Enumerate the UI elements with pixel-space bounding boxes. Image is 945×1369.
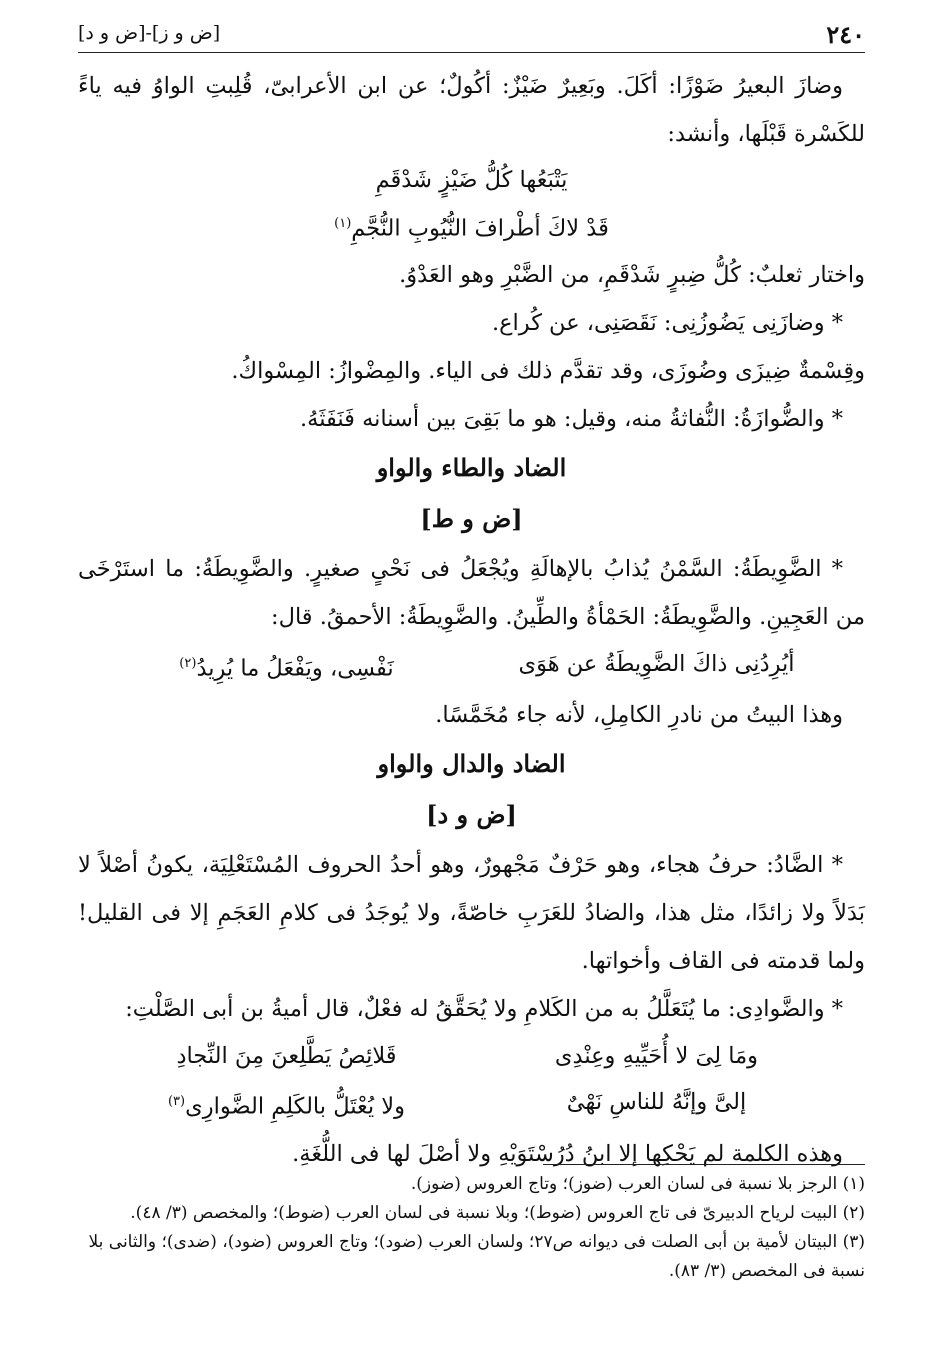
page-header: [78, 18, 865, 53]
paragraph: وضازَ البعيرُ ضَوْزًا: أكَلَ. وبَعِيرٌ ضَيْزٌ: أكُولٌ؛ عن ابن الأعرابىّ، قُلِبتِ الواوُ فيه ياءً للكَسْرة قَبْلَها، وأنشد:: [78, 73, 865, 147]
paragraph: * وضازَنِى يَضُوزُنِى: نَقَصَنِى، عن كُراع.: [491, 309, 843, 336]
paragraph: * والضُّوازَةُ: النُّفاثةُ منه، وقيل: هو ما بَقِىَ بين أسنانه فَنَفَثَهُ.: [300, 405, 843, 432]
footnote: (١) الرجز بلا نسبة فى لسان العرب (ضوز)؛ وتاج العروس (ضوز).: [410, 1174, 865, 1194]
verse-line: [78, 641, 865, 692]
footnotes: [78, 1170, 865, 1286]
root-heading: [ض و ط]: [420, 503, 523, 533]
paragraph: * الضَّادُ: حرفُ هجاء، وهو حَرْفٌ مَجْهورٌ، وهو أحدُ الحروف المُسْتَعْلِيَة، يكونُ أصْلاً لا بَدَلاً ولا زائدًا، مثل هذا، والضادُ للعَرَبِ خاصّةً، ولا يُوجَدُ فى كلامِ العَجَمِ إلا فى القليل! ولما قدمته فى القاف وأخواتها.: [78, 852, 865, 974]
footnote-ref: (٢): [179, 655, 197, 671]
verse-line: [78, 1079, 865, 1130]
main-text: [78, 62, 865, 1178]
verse-text: نَفْسِى، ويَفْعَلُ ما يُرِيدُ: [196, 655, 394, 681]
verse-line: [78, 1033, 865, 1079]
footnote-divider: [543, 1164, 865, 1165]
footnote: (٣) البيتان لأمية بن أبى الصلت فى ديوانه ص٢٧؛ ولسان العرب (ضود)؛ وتاج العروس (ضود)، (ضدى)؛ والثانى بلا نسبة فى المخصص (٣/ ٨٣).: [88, 1232, 865, 1281]
verse-text: قَدْ لاكَ أطْرافَ النُّيُوبِ النُّجَّمِ: [351, 215, 609, 242]
verse-hemistich: قَلائِصُ يَطَّلِعنَ مِنَ النِّجادِ: [176, 1043, 397, 1069]
section-heading: الضاد والطاء والواو: [376, 452, 567, 482]
verse-text: ولا يُعْتَلُّ بالكَلِمِ الضَّوارِى: [185, 1093, 406, 1120]
root-heading: [ض و د]: [426, 800, 517, 829]
verse-hemistich: ومَا لِىَ لا أُحَيِّيهِ وعِنْدِى: [554, 1043, 759, 1069]
paragraph: * الضَّوِيطَةُ: السَّمْنُ يُذابُ بالإهالَةِ ويُجْعَلُ فى نَحْىٍ صغيرٍ. والضَّوِيطَةُ: ما استَرْخَى من العَجِينِ. والضَّوِيطَةُ: الحَمْأةُ والطِّينُ. والضَّوِيطَةُ: الأحمقُ. قال:: [78, 555, 865, 630]
section-heading: الضاد والدال والواو: [377, 749, 566, 778]
footnote-ref: (٣): [167, 1094, 186, 1109]
paragraph: * والضَّوادِى: ما يُتَعَلَّلُ به من الكَلامِ ولا يُحَقَّقُ له فعْلٌ، قال أميةُ بن أبى الصَّلْتِ:: [125, 996, 843, 1022]
verse-hemistich: [137, 641, 437, 692]
paragraph: وقِسْمةٌ ضِيزَى وضُوزَى، وقد تقدَّم ذلك فى الياء. والمِضْوازُ: المِسْواكُ.: [231, 357, 865, 384]
footnote: (٢) البيت لرياح الدبيرىّ فى تاج العروس (ضوط)؛ وبلا نسبة فى لسان العرب (ضوط)؛ والمخصص (٣/ ٤٨).: [130, 1203, 865, 1223]
paragraph: وهذا البيتُ من نادرِ الكامِلِ، لأنه جاء مُخَمَّسًا.: [435, 702, 843, 728]
running-head: [ض و ز]-[ض و د]: [78, 22, 221, 44]
page-number: ٢٤٠: [826, 20, 865, 49]
verse-text: يَتْبَعُها كُلُّ ضَيْزٍ شَدْقَمِ: [375, 167, 568, 193]
paragraph: واختار ثعلبٌ: كُلُّ ضِبرٍ شَدْقَمِ، من الضَّبْرِ وهو العَدْوُ.: [399, 261, 865, 288]
verse-line: [78, 202, 865, 251]
verse-hemistich: إلىَّ وإنَّهُ للناسِ نَهْىٌ: [566, 1089, 747, 1115]
verse-hemistich: [137, 1079, 437, 1130]
paragraph: وهذه الكلمة لم يَحْكِها إلا ابنُ دُرُسْتَوَيْهِ ولا أصْلَ لها فى اللُّغَةِ.: [292, 1140, 843, 1167]
verse-hemistich: أيُرِدُنِى ذاكَ الضَّوِيطَةُ عن هَوَى: [518, 650, 795, 677]
verse-line: [78, 158, 865, 202]
footnote-ref: (١): [334, 216, 352, 231]
